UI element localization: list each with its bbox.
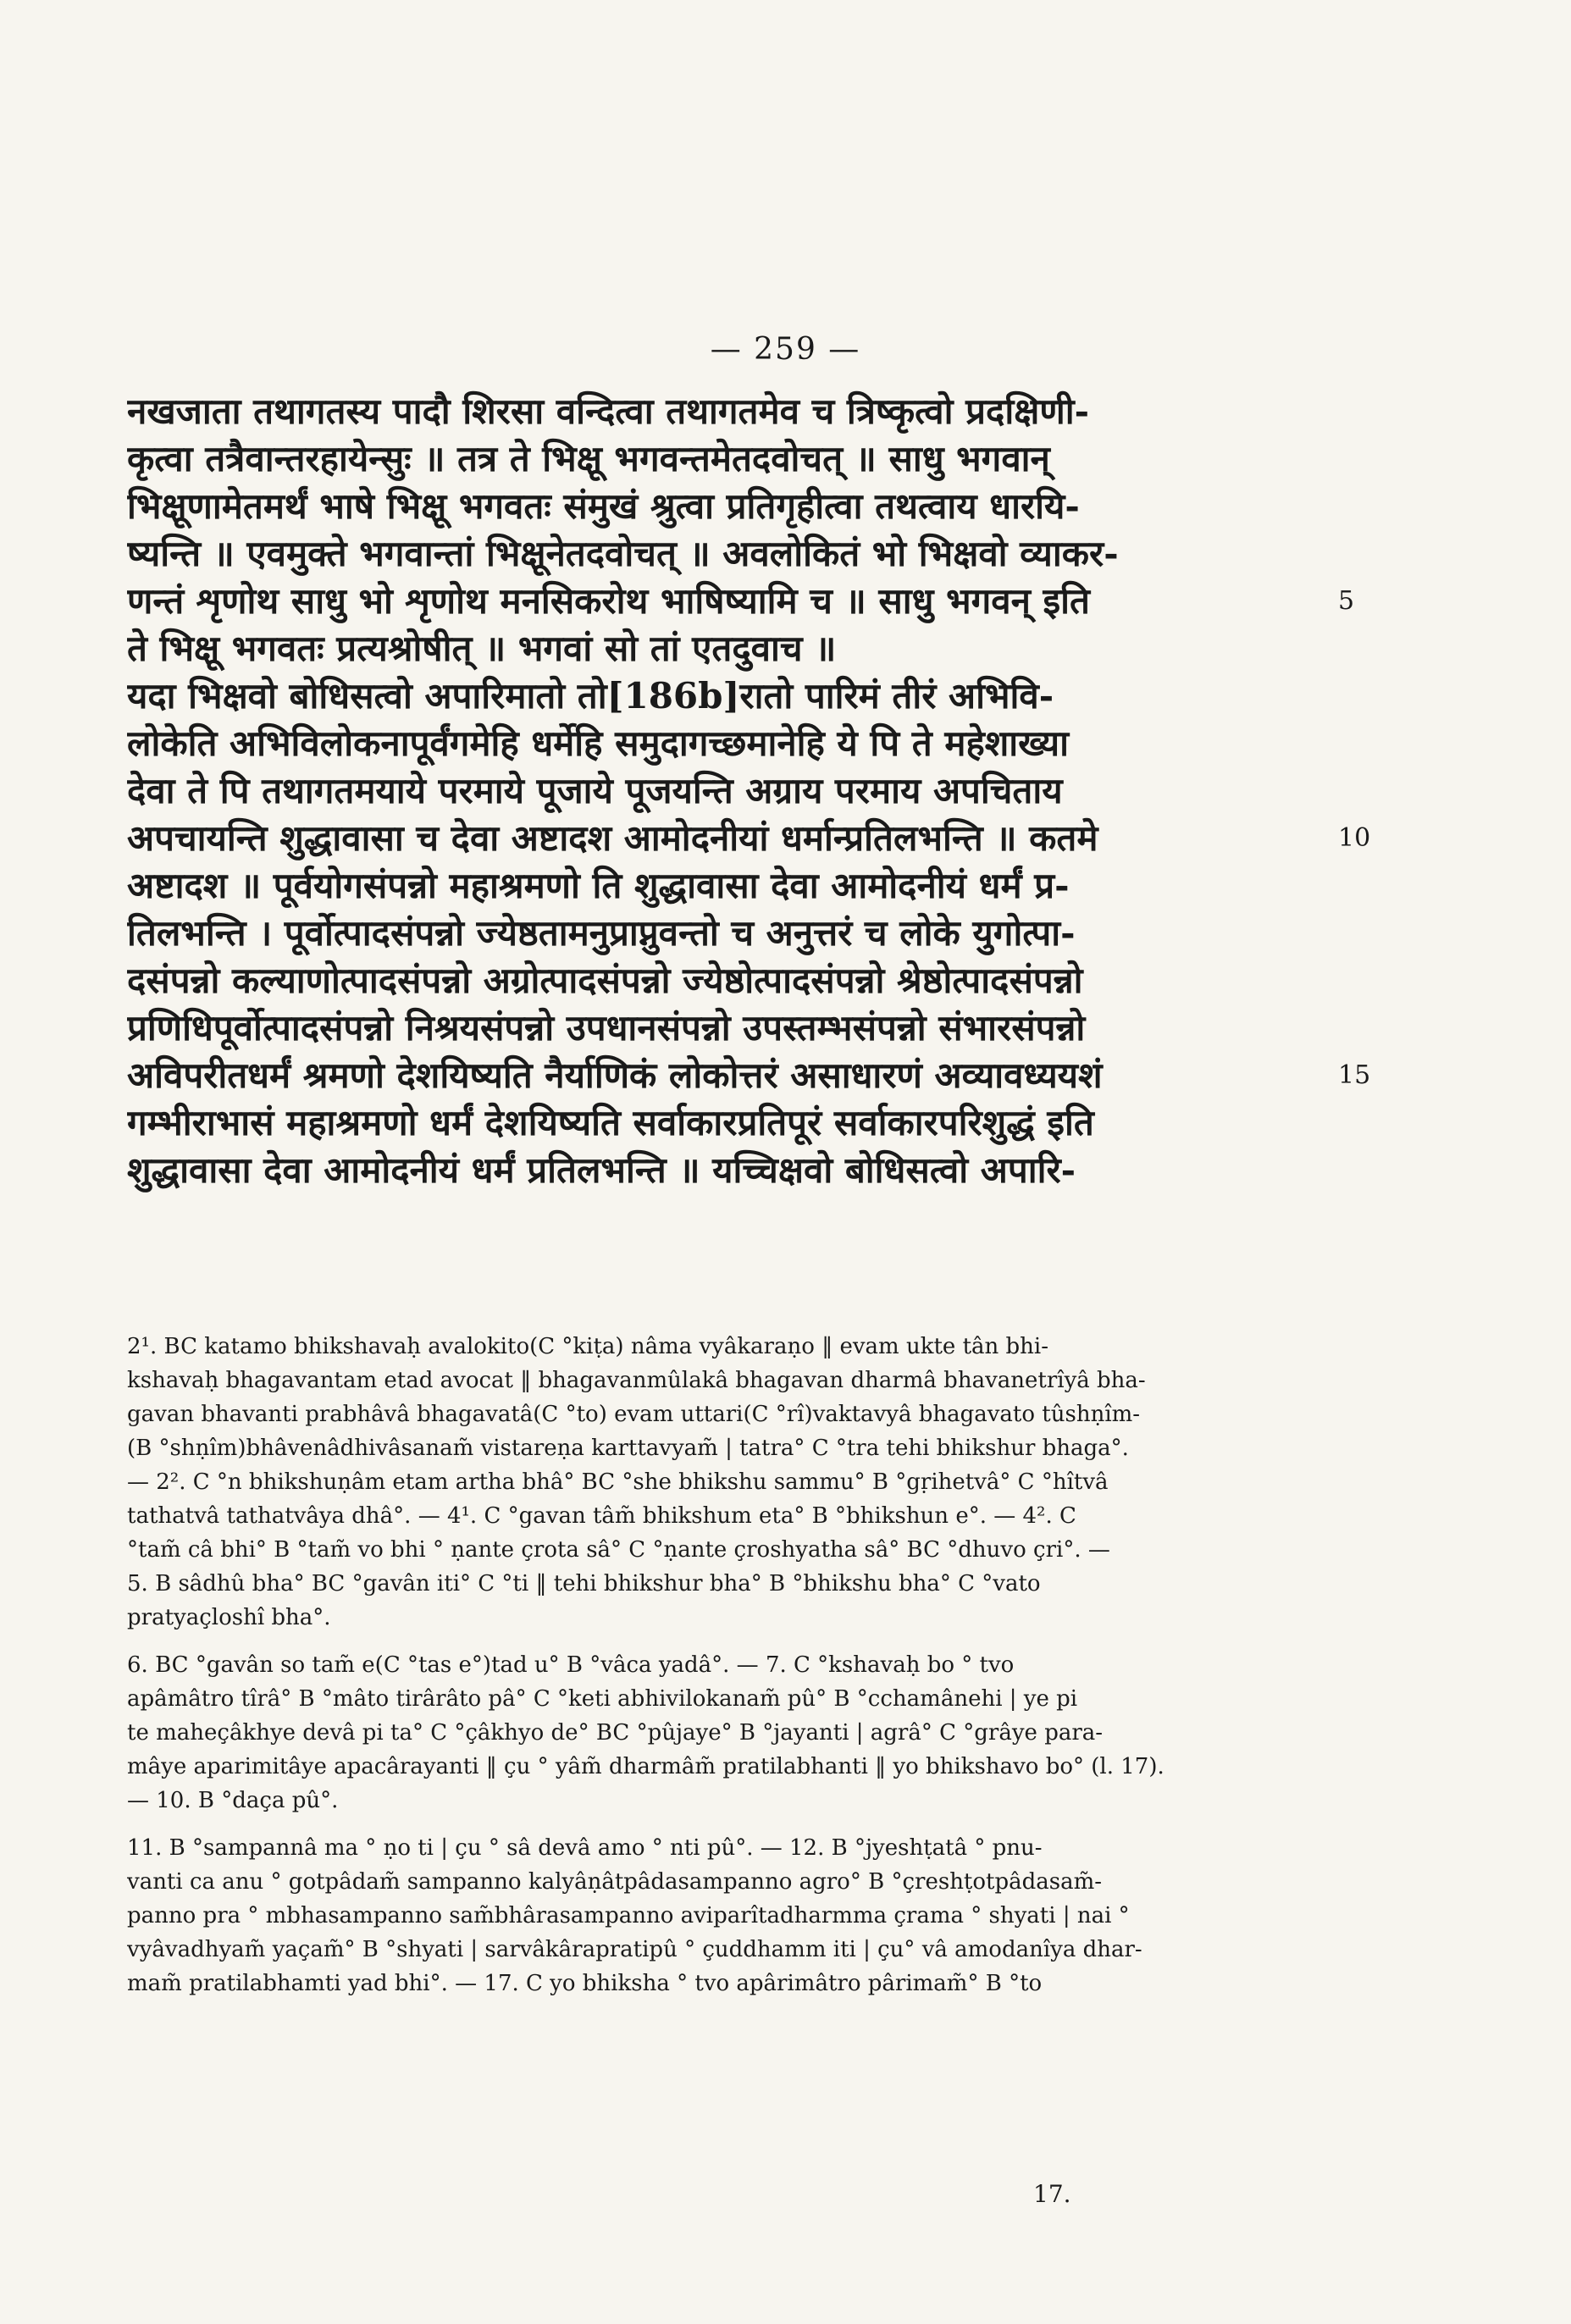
text-line: णन्तं शृणोथ साधु भो शृणोथ मनसिकरोथ भाषिष्यामि च ॥ साधु भगवन् इति — [127, 580, 1090, 622]
footnote-line: apâmâtro tîrâ° B °mâto tirârâto pâ° C °keti abhivilokanam̃ pû° B °cchamânehi | ye pi — [127, 1686, 1078, 1712]
footnote-line: 2¹. BC katamo bhikshavaḥ avalokito(C °kiṭa) nâma vyâkaraṇo ‖ evam ukte tân bhi- — [127, 1334, 1049, 1359]
footnote-line: — 10. B °daça pû°. — [127, 1788, 339, 1813]
footnote-line: mam̃ pratilabhamti yad bhi°. — 17. C yo bhiksha ° tvo apârimâtro pârimam̃° B °to — [127, 1971, 1043, 1996]
footnote-line: vyâvadhyam̃ yaçam̃° B °shyati | sarvâkârapratipû ° çuddhamm iti | çu° vâ amodanîya dhar- — [127, 1937, 1142, 1962]
text-line: अविपरीतधर्मं श्रमणो देशयिष्यति नैर्याणिकं लोकोत्तरं असाधारणं अव्यावध्ययशं — [127, 1054, 1103, 1096]
page-number: — 259 — — [710, 332, 861, 367]
footnote-line: gavan bhavanti prabhâvâ bhagavatâ(C °to) evam uttari(C °rî)vaktavyâ bhagavato tûshṇîm- — [127, 1402, 1141, 1427]
footnote-line: panno pra ° mbhasampanno sam̃bhârasampanno aviparîtadharmma çrama ° shyati | nai ° — [127, 1903, 1130, 1928]
footnote-line: te maheçâkhye devâ pi ta° C °çâkhyo de° BC °pûjaye° B °jayanti | agrâ° C °grâye para- — [127, 1720, 1104, 1746]
text-line: प्रणिधिपूर्वोत्पादसंपन्नो निश्रयसंपन्नो उपधानसंपन्नो उपस्तम्भसंपन्नो संभारसंपन्नो — [127, 1007, 1086, 1049]
footnotes — [127, 1330, 1270, 2000]
footnote-line: °tam̃ câ bhi° B °tam̃ vo bhi ° ṇante çrota sâ° C °ṇante çroshyatha sâ° BC °dhuvo çri°. — — [127, 1537, 1110, 1563]
line-number: 15 — [1338, 1060, 1371, 1090]
footnote-line: (B °shṇîm)bhâvenâdhivâsanam̃ vistareṇa karttavyam̃ | tatra° C °tra tehi bhikshur bhaga°. — [127, 1436, 1129, 1461]
text-line: लोकेति अभिविलोकनापूर्वंगमेहि धर्मेहि समुदागच्छमानेहि ये पि ते महेशाख्या — [127, 722, 1069, 764]
main-text — [127, 388, 1371, 1194]
text-line: देवा ते पि तथागतमयाये परमाये पूजाये पूजयन्ति अग्राय परमाय अपचिताय — [127, 770, 1063, 811]
text-line: अपचायन्ति शुद्धावासा च देवा अष्टादश आमोदनीयां धर्मान्प्रतिलभन्ति ॥ कतमे — [127, 817, 1098, 859]
footnote-line: 11. B °sampannâ ma ° ṇo ti | çu ° sâ devâ amo ° nti pû°. — 12. B °jyeshṭatâ ° pnu- — [127, 1835, 1043, 1861]
footnote-line: mâye aparimitâye apacârayanti ‖ çu ° yâm̃ dharmâm̃ pratilabhanti ‖ yo bhikshavo bo° (l. 17). — [127, 1754, 1164, 1779]
footnote-line: — 2². C °n bhikshuṇâm etam artha bhâ° BC °she bhikshu sammu° B °gṛihetvâ° C °hîtvâ — [127, 1469, 1109, 1495]
line-number: 5 — [1338, 586, 1355, 616]
footnote-line: tathatvâ tathatvâya dhâ°. — 4¹. C °gavan tâm̃ bhikshum eta° B °bhikshun e°. — 4². C — [127, 1503, 1076, 1529]
text-line: अष्टादश ॥ पूर्वयोगसंपन्नो महाश्रमणो ति शुद्धावासा देवा आमोदनीयं धर्मं प्र- — [127, 865, 1070, 906]
text-line: शुद्धावासा देवा आमोदनीयं धर्मं प्रतिलभन्ति ॥ यच्चिक्षवो बोधिसत्वो अपारि- — [127, 1149, 1076, 1191]
text-line: ष्यन्ति ॥ एवमुक्ते भगवान्तां भिक्षूनेतदवोचत् ॥ अवलोकितं भो भिक्षवो व्याकर- — [127, 533, 1119, 574]
text-line: गम्भीराभासं महाश्रमणो धर्मं देशयिष्यति सर्वाकारप्रतिपूरं सर्वाकारपरिशुद्धं इति — [127, 1102, 1094, 1143]
text-line: भिक्षूणामेतमर्थं भाषे भिक्षू भगवतः संमुखं श्रुत्वा प्रतिगृहीत्वा तथत्वाय धारयि- — [127, 485, 1080, 527]
signature-mark: 17. — [1033, 2180, 1071, 2208]
line-number: 10 — [1338, 823, 1371, 853]
text-line: नखजाता तथागतस्य पादौ शिरसा वन्दित्वा तथागतमेव च त्रिष्कृत्वो प्रदक्षिणी- — [127, 390, 1090, 432]
text-line: कृत्वा तत्रैवान्तरहायेन्सुः ॥ तत्र ते भिक्षू भगवन्तमेतदवोचत् ॥ साधु भगवान् — [127, 438, 1050, 479]
text-line: यदा भिक्षवो बोधिसत्वो अपारिमातो तो[186b]रातो पारिमं तीरं अभिवि- — [127, 675, 1054, 717]
footnote-line: kshavaḥ bhagavantam etad avocat ‖ bhagavanmûlakâ bhagavan dharmâ bhavanetrîyâ bha- — [127, 1368, 1146, 1393]
text-line: तिलभन्ति । पूर्वोत्पादसंपन्नो ज्येष्ठतामनुप्राप्नुवन्तो च अनुत्तरं च लोके युगोत्पा- — [127, 912, 1076, 954]
text-line: ते भिक्षू भगवतः प्रत्यश्रोषीत् ॥ भगवां सो तां एतदुवाच ॥ — [127, 628, 837, 669]
footnote-line: 6. BC °gavân so tam̃ e(C °tas e°)tad u° B °vâca yadâ°. — 7. C °kshavaḥ bo ° tvo — [127, 1652, 1015, 1678]
footnote-line: pratyaçloshî bha°. — [127, 1605, 331, 1630]
footnote-line: vanti ca anu ° gotpâdam̃ sampanno kalyâṇâtpâdasampanno agro° B °çreshṭotpâdasam̃- — [127, 1869, 1103, 1895]
footnote-line: 5. B sâdhû bha° BC °gavân iti° C °ti ‖ tehi bhikshur bha° B °bhikshu bha° C °vato — [127, 1571, 1041, 1596]
text-line: दसंपन्नो कल्याणोत्पादसंपन्नो अग्रोत्पादसंपन्नो ज्येष्ठोत्पादसंपन्नो श्रेष्ठोत्पादसंपन्नो — [127, 960, 1083, 1001]
